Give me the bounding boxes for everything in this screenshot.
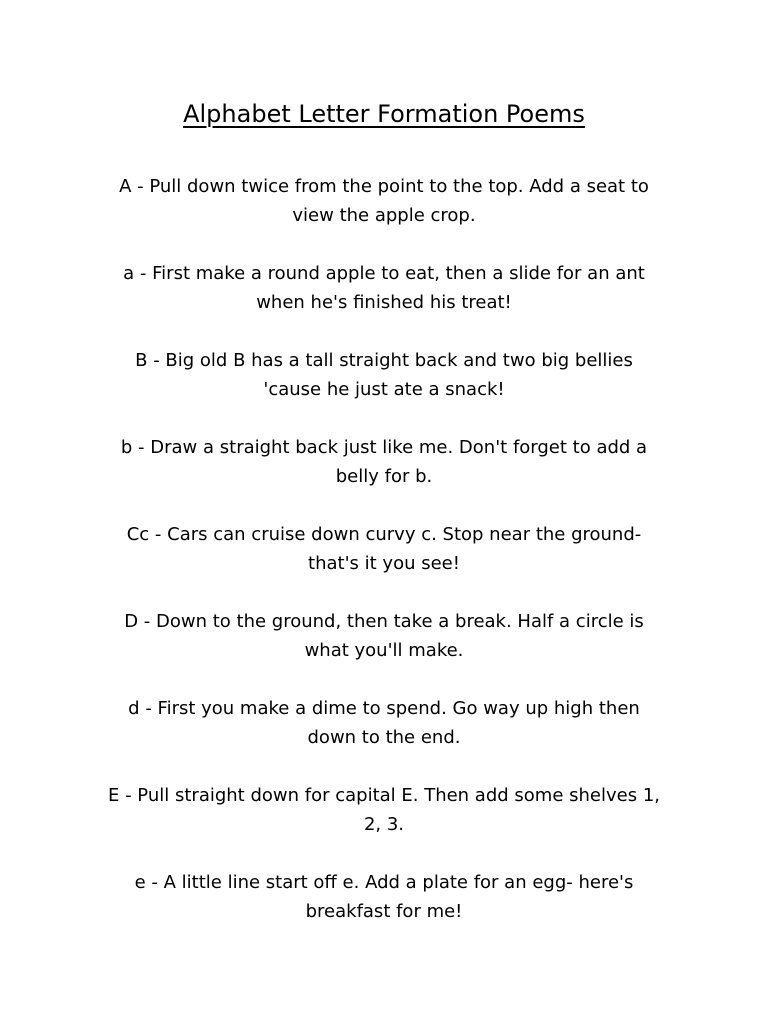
poem-a-upper: A - Pull down twice from the point to the top. Add a seat to view the apple crop. xyxy=(119,176,649,226)
poem-d-lower: d - First you make a dime to spend. Go way up high then down to the end. xyxy=(128,698,640,748)
poem-c: Cc - Cars can cruise down curvy c. Stop near the ground- that's it you see! xyxy=(126,524,642,574)
page-title: Alphabet Letter Formation Poems xyxy=(183,100,585,128)
poem-e-lower: e - A little line start off e. Add a plate for an egg- here's breakfast for me! xyxy=(134,872,634,922)
poem-d-upper: D - Down to the ground, then take a break. Half a circle is what you'll make. xyxy=(124,611,644,661)
poem-b-lower: b - Draw a straight back just like me. Don't forget to add a belly for b. xyxy=(120,437,648,487)
poem-e-upper: E - Pull straight down for capital E. Then add some shelves 1, 2, 3. xyxy=(108,785,660,835)
poem-a-lower: a - First make a round apple to eat, then a slide for an ant when he's finished his treat! xyxy=(123,263,645,313)
poem-list xyxy=(104,172,664,955)
poem-b-upper: B - Big old B has a tall straight back and two big bellies 'cause he just ate a snack! xyxy=(135,350,633,400)
